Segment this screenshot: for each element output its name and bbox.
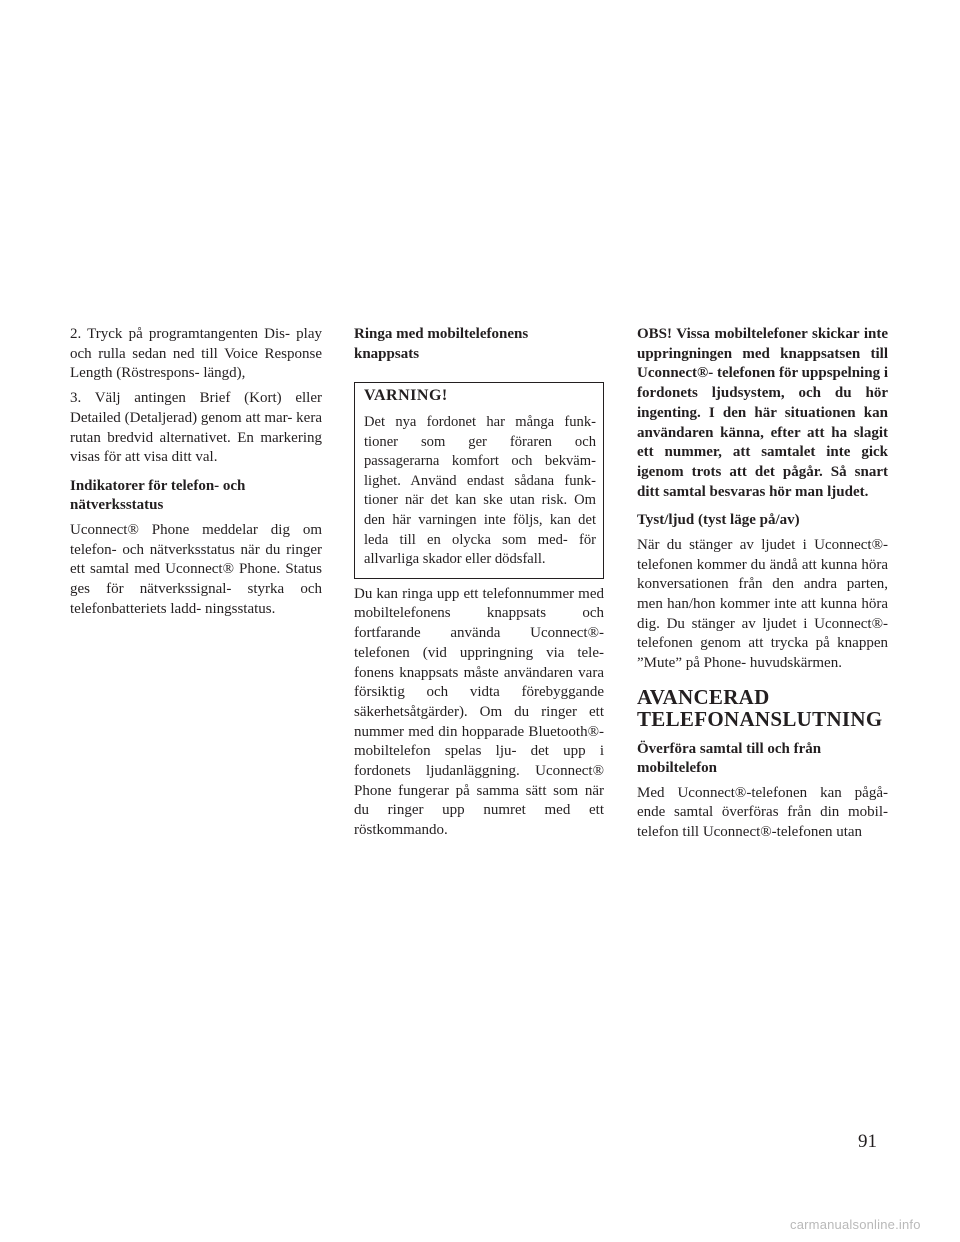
section-heading: [637, 686, 888, 730]
mute-heading: Tyst/ljud (tyst läge på/av): [637, 512, 800, 529]
warning-title: VARNING!: [364, 387, 448, 404]
warning-text: Det nya fordonet har många funk- tioner som ger föraren och passagerarna komfort och bekväm- lighet. Använd endast sådana funk- tioner när det kan ske utan risk. Om den här varningen inte följs, kan det leda till en olycka som med- för allvarliga skador eller dödsfall.: [364, 414, 596, 568]
heading-line: Indikatorer för telefon- och: [70, 477, 246, 494]
watermark: carmanualsonline.info: [790, 1217, 921, 1232]
step-2-paragraph: 2. Tryck på programtangenten Dis- play och rulla sedan ned till Voice Response Length (Röstrespons- längd),: [70, 326, 322, 382]
keypad-dialing-paragraph: Du kan ringa upp ett telefonnummer med mobiltelefonens knappsats och fortfarande använda Uconnect®- telefonen (vid uppringning via tele- fonens knappsats måste användaren vara försiktig och vidta förebyggande säkerhetsåtgärder). Om du ringer ett nummer med din hopparade Bluetooth®-mobiltelefon spelas lju- det upp i fordonets ljudanläggning. Uconnect® Phone fungerar på samma sätt som när du ringer upp numret med ett röstkommando.: [354, 585, 604, 839]
column-left: [70, 325, 322, 619]
column-middle: [354, 325, 604, 841]
transfer-calls-heading: [637, 740, 888, 779]
heading-line: mobiltelefon: [637, 760, 717, 777]
obs-note: OBS! Vissa mobiltelefoner skickar inte uppringningen med knappsatsen till Uconnect®- telefonen för uppspelning i fordonets ljudsystem, och du hör ingenting. I den här situationen kan användaren känna, efter att ha slagit ett nummer, att samtalet inte gick igenom trots att det pågår. Så snart ditt samtal besvaras hör man ljudet.: [637, 326, 888, 500]
heading-line: knappsats: [354, 345, 420, 362]
status-indicators-heading: [70, 477, 322, 516]
section-heading-line: AVANCERAD: [637, 684, 770, 709]
warning-box: [354, 382, 604, 579]
section-heading-line: TELEFONANSLUTNING: [637, 706, 883, 731]
status-indicators-paragraph: Uconnect® Phone meddelar dig om telefon- och nätverksstatus när du ringer ett samtal med Uconnect® Phone. Status ges för nätverkssignal- styrka och telefonbatteriets ladd- ningsstatus.: [70, 521, 322, 617]
heading-line: Ringa med mobiltelefonens: [354, 326, 529, 342]
heading-line: nätverksstatus: [70, 497, 164, 514]
transfer-calls-paragraph: Med Uconnect®-telefonen kan pågå- ende samtal överföras från din mobil- telefon till Uconnect®-telefonen utan: [637, 784, 888, 841]
column-right: [637, 325, 888, 843]
page-number: 91: [858, 1131, 877, 1152]
keypad-dialing-heading: [354, 325, 604, 364]
mute-paragraph: När du stänger av ljudet i Uconnect®- telefonen kommer du ändå att kunna höra konversationen från den andra parten, men han/hon kommer inte att kunna höra dig. Du stänger av ljudet i Uconnect®-telefonen genom att trycka på knappen ”Mute” på Phone- huvudskärmen.: [637, 536, 888, 672]
heading-line: Överföra samtal till och från: [637, 740, 822, 757]
step-3-paragraph: 3. Välj antingen Brief (Kort) eller Detailed (Detaljerad) genom att mar- kera rutan bredvid alternativet. En markering visas för att visa ditt val.: [70, 390, 322, 466]
